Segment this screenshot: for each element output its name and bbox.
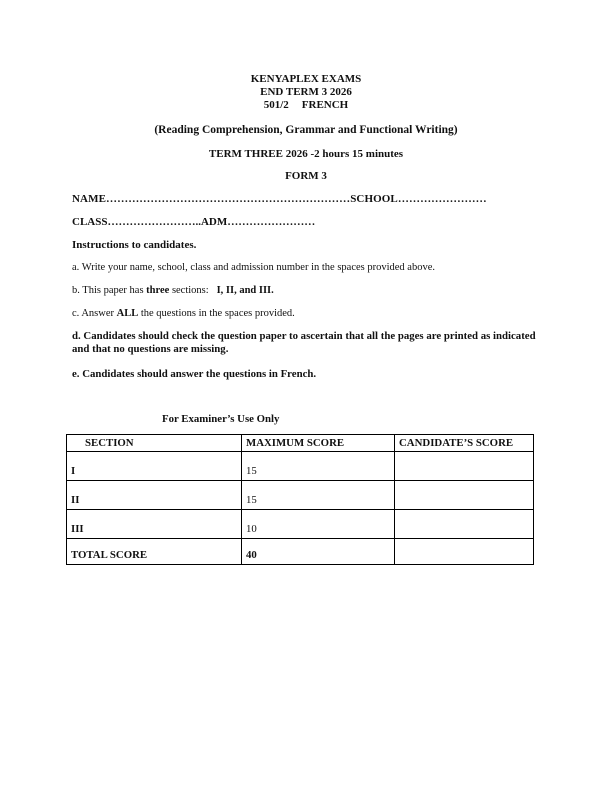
- instruction-b-sections: I, II, and III.: [216, 285, 274, 296]
- subject-name: FRENCH: [301, 99, 349, 111]
- instruction-b: [72, 284, 542, 297]
- instruction-d: d. Candidates should check the question paper to ascertain that all the pages are printed as indicated and that no questions are missing.: [72, 330, 536, 355]
- section-cell: III: [67, 510, 242, 539]
- max-score-cell: 10: [242, 510, 395, 539]
- table-row: [67, 452, 534, 481]
- table-row: [67, 510, 534, 539]
- duration-line: TERM THREE 2026 -2 hours 15 minutes: [208, 148, 404, 160]
- exam-body-title: KENYAPLEX EXAMS: [250, 73, 362, 85]
- examiner-score-table: [66, 434, 534, 565]
- instruction-c: [72, 307, 542, 320]
- name-school-field[interactable]: NAME…………………………………………………………SCHOOL……………………: [72, 193, 487, 205]
- instruction-c-prefix: c. Answer: [72, 308, 117, 319]
- header-section: SECTION: [67, 435, 242, 452]
- header-candidate-score: CANDIDATE’S SCORE: [395, 435, 534, 452]
- total-max-cell: 40: [242, 539, 395, 565]
- form-label: FORM 3: [285, 170, 327, 182]
- total-candidate-cell[interactable]: [395, 539, 534, 565]
- instructions-heading: Instructions to candidates.: [72, 239, 197, 251]
- instruction-b-prefix: b. This paper has: [72, 285, 147, 296]
- table-header-row: [67, 435, 534, 452]
- total-label-cell: TOTAL SCORE: [67, 539, 242, 565]
- term-title: END TERM 3 2026: [260, 86, 352, 98]
- table-row: [67, 481, 534, 510]
- instruction-b-mid: sections:: [169, 285, 217, 296]
- paper-code-line: [0, 99, 612, 112]
- examiner-caption: For Examiner’s Use Only: [162, 413, 280, 425]
- paper-code: 501/2: [263, 99, 289, 111]
- instruction-c-suffix: the questions in the spaces provided.: [138, 308, 295, 319]
- candidate-score-cell[interactable]: [395, 510, 534, 539]
- section-cell: I: [67, 452, 242, 481]
- max-score-cell: 15: [242, 452, 395, 481]
- candidate-score-cell[interactable]: [395, 481, 534, 510]
- class-adm-field[interactable]: CLASS……………………..ADM……………………: [72, 216, 316, 228]
- header-max-score: MAXIMUM SCORE: [242, 435, 395, 452]
- instruction-b-count: three: [146, 285, 170, 296]
- candidate-score-cell[interactable]: [395, 452, 534, 481]
- max-score-cell: 15: [242, 481, 395, 510]
- instruction-e: e. Candidates should answer the questions in French.: [72, 368, 317, 380]
- instruction-a: a. Write your name, school, class and admission number in the spaces provided above.: [72, 262, 435, 273]
- section-cell: II: [67, 481, 242, 510]
- instruction-c-all: ALL: [116, 308, 139, 319]
- paper-title: (Reading Comprehension, Grammar and Functional Writing): [154, 124, 458, 136]
- total-row: [67, 539, 534, 565]
